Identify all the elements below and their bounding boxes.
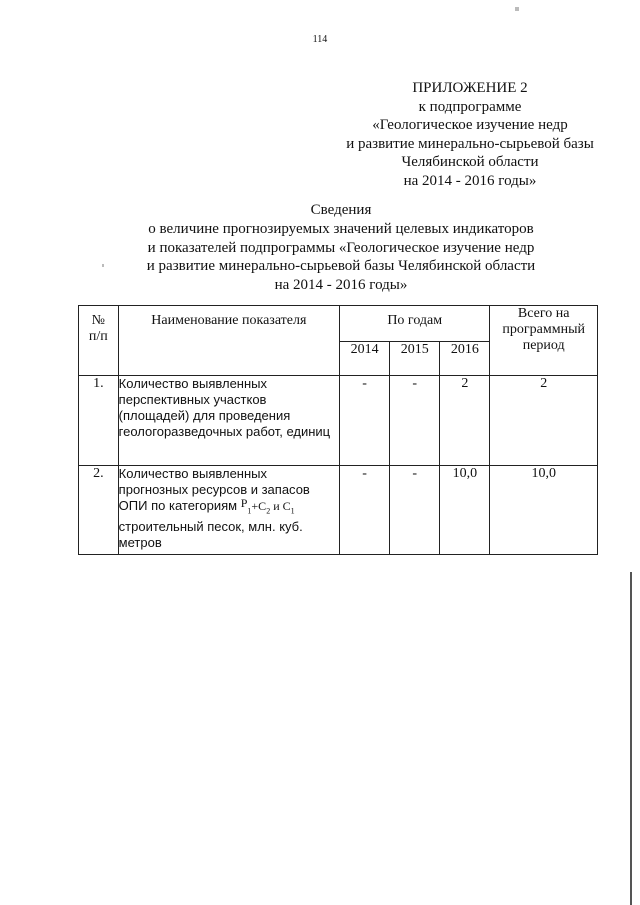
row-value-2016: 2 (440, 376, 490, 466)
appendix-header (330, 79, 610, 191)
row-total: 2 (490, 376, 598, 466)
title-line: и показателей подпрограммы «Геологическое изучение недр (147, 239, 535, 256)
indicator-text: строительный песок, млн. куб. метров (118, 519, 303, 551)
header-number: № п/п (79, 306, 119, 376)
header-year: 2016 (440, 342, 490, 376)
title-line: на 2014 - 2016 годы» (274, 277, 408, 294)
row-indicator-name (118, 466, 339, 555)
header-year: 2015 (390, 342, 440, 376)
document-title (0, 201, 640, 295)
row-value-2015: - (390, 376, 440, 466)
title-line: о величине прогнозируемых значений целевых индикаторов (148, 220, 534, 237)
category-formula: $P_1+C_2$ и $C_1$ (240, 496, 295, 516)
row-number: 2. (79, 466, 119, 555)
appendix-line: к подпрограмме (418, 98, 522, 115)
title-line: Сведения (310, 202, 372, 218)
appendix-line: «Геологическое изучение недр (372, 117, 568, 134)
appendix-line: Челябинской области (401, 154, 539, 171)
row-value-2015: - (390, 466, 440, 555)
header-total: Всего на программный период (490, 306, 598, 376)
appendix-line: и развитие минерально-сырьевой базы (346, 135, 594, 152)
appendix-line: на 2014 - 2016 годы» (403, 172, 537, 189)
table-row (79, 466, 598, 555)
table-row (79, 376, 598, 466)
row-indicator-name: Количество выявленных перспективных участков (площадей) для проведения геологоразведочных работ, единиц (118, 376, 339, 466)
row-value-2016: 10,0 (440, 466, 490, 555)
header-by-years: По годам (340, 306, 490, 342)
row-value-2014: - (340, 376, 390, 466)
title-line: и развитие минерально-сырьевой базы Челябинской области (146, 258, 536, 275)
scan-edge-line (630, 572, 632, 905)
table-header-row (79, 306, 598, 342)
indicators-table (78, 305, 598, 555)
page-number: 114 (312, 34, 328, 45)
row-number: 1. (79, 376, 119, 466)
row-value-2014: - (340, 466, 390, 555)
appendix-line: ПРИЛОЖЕНИЕ 2 (412, 80, 528, 96)
row-total: 10,0 (490, 466, 598, 555)
scan-mark (515, 7, 519, 11)
header-year: 2014 (340, 342, 390, 376)
header-name: Наименование показателя (118, 306, 339, 376)
indicator-text: Количество выявленных прогнозных ресурсов и запасов ОПИ по категориям (118, 466, 310, 513)
